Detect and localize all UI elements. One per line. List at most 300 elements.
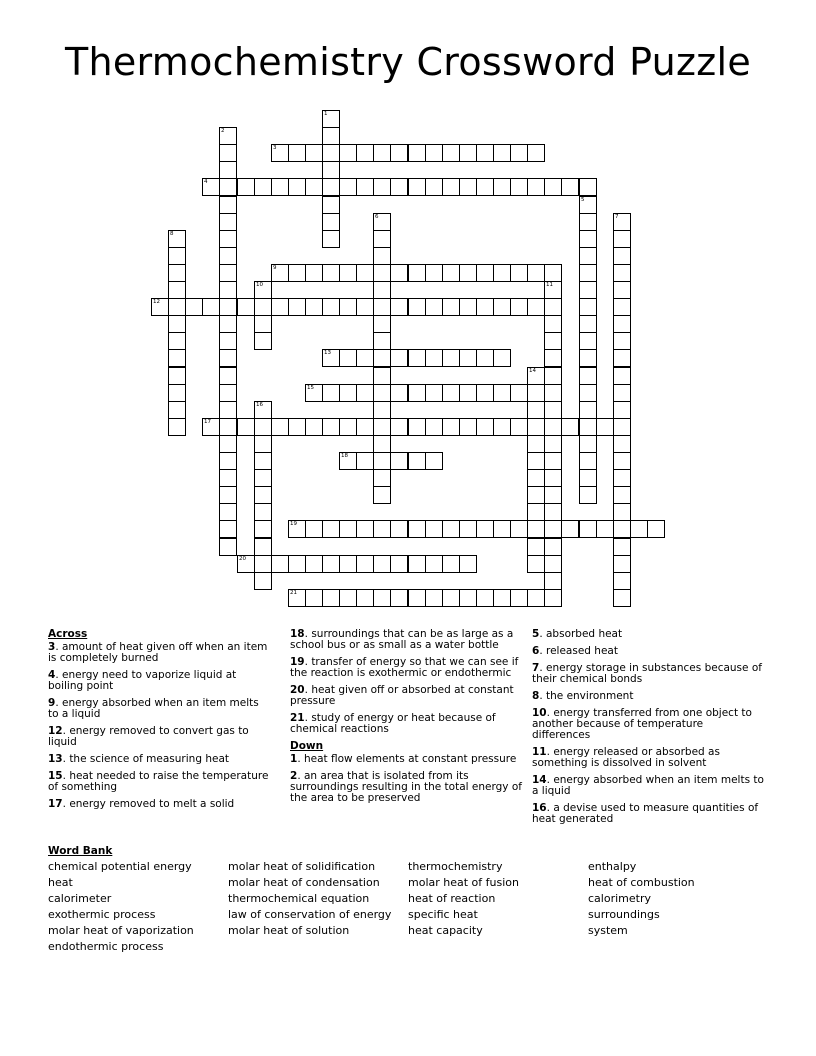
crossword-cell[interactable]	[373, 520, 391, 538]
crossword-cell[interactable]	[322, 298, 340, 316]
crossword-cell[interactable]	[476, 520, 494, 538]
crossword-cell[interactable]	[613, 589, 631, 607]
crossword-cell[interactable]	[579, 520, 597, 538]
crossword-cell[interactable]	[544, 503, 562, 521]
crossword-cell[interactable]	[219, 178, 237, 196]
crossword-cell[interactable]	[305, 520, 323, 538]
crossword-cell[interactable]	[356, 264, 374, 282]
crossword-cell[interactable]	[219, 247, 237, 265]
crossword-cell[interactable]	[322, 589, 340, 607]
crossword-cell[interactable]	[613, 469, 631, 487]
crossword-cell[interactable]	[356, 589, 374, 607]
crossword-cell[interactable]	[390, 418, 408, 436]
crossword-cell[interactable]	[168, 401, 186, 419]
crossword-cell[interactable]	[459, 555, 477, 573]
crossword-cell[interactable]	[579, 401, 597, 419]
crossword-cell[interactable]	[613, 435, 631, 453]
crossword-cell[interactable]	[579, 384, 597, 402]
crossword-cell[interactable]	[544, 538, 562, 556]
crossword-cell[interactable]	[527, 264, 545, 282]
crossword-cell[interactable]	[219, 520, 237, 538]
crossword-cell[interactable]	[356, 144, 374, 162]
crossword-cell[interactable]	[493, 178, 511, 196]
crossword-cell[interactable]	[613, 213, 631, 231]
crossword-cell[interactable]	[339, 144, 357, 162]
crossword-cell[interactable]	[219, 384, 237, 402]
crossword-cell[interactable]	[544, 486, 562, 504]
crossword-cell[interactable]	[442, 384, 460, 402]
crossword-cell[interactable]	[579, 418, 597, 436]
crossword-cell[interactable]	[305, 144, 323, 162]
crossword-cell[interactable]	[271, 418, 289, 436]
crossword-cell[interactable]	[425, 520, 443, 538]
crossword-cell[interactable]	[271, 264, 289, 282]
crossword-cell[interactable]	[373, 144, 391, 162]
crossword-cell[interactable]	[271, 144, 289, 162]
crossword-cell[interactable]	[237, 555, 255, 573]
crossword-cell[interactable]	[408, 384, 426, 402]
crossword-cell[interactable]	[425, 384, 443, 402]
crossword-cell[interactable]	[219, 196, 237, 214]
crossword-cell[interactable]	[219, 418, 237, 436]
crossword-cell[interactable]	[613, 555, 631, 573]
crossword-cell[interactable]	[613, 281, 631, 299]
crossword-cell[interactable]	[219, 264, 237, 282]
crossword-cell[interactable]	[305, 264, 323, 282]
crossword-cell[interactable]	[168, 298, 186, 316]
crossword-cell[interactable]	[219, 538, 237, 556]
crossword-cell[interactable]	[288, 520, 306, 538]
crossword-cell[interactable]	[288, 178, 306, 196]
crossword-cell[interactable]	[579, 349, 597, 367]
crossword-cell[interactable]	[219, 367, 237, 385]
crossword-cell[interactable]	[527, 384, 545, 402]
crossword-cell[interactable]	[459, 178, 477, 196]
crossword-cell[interactable]	[322, 555, 340, 573]
crossword-cell[interactable]	[544, 367, 562, 385]
crossword-cell[interactable]	[459, 384, 477, 402]
crossword-cell[interactable]	[339, 264, 357, 282]
crossword-cell[interactable]	[339, 589, 357, 607]
crossword-cell[interactable]	[408, 264, 426, 282]
crossword-cell[interactable]	[305, 555, 323, 573]
crossword-cell[interactable]	[168, 281, 186, 299]
crossword-cell[interactable]	[510, 520, 528, 538]
crossword-cell[interactable]	[442, 264, 460, 282]
crossword-cell[interactable]	[544, 452, 562, 470]
crossword-cell[interactable]	[476, 298, 494, 316]
crossword-cell[interactable]	[425, 298, 443, 316]
crossword-cell[interactable]	[219, 230, 237, 248]
crossword-cell[interactable]	[356, 520, 374, 538]
crossword-cell[interactable]	[219, 401, 237, 419]
crossword-cell[interactable]	[373, 247, 391, 265]
crossword-cell[interactable]	[408, 298, 426, 316]
crossword-cell[interactable]	[288, 264, 306, 282]
crossword-cell[interactable]	[510, 144, 528, 162]
crossword-cell[interactable]	[322, 213, 340, 231]
crossword-cell[interactable]	[425, 418, 443, 436]
crossword-cell[interactable]	[219, 298, 237, 316]
crossword-cell[interactable]	[613, 503, 631, 521]
crossword-cell[interactable]	[168, 230, 186, 248]
crossword-cell[interactable]	[561, 178, 579, 196]
crossword-cell[interactable]	[527, 298, 545, 316]
crossword-cell[interactable]	[579, 178, 597, 196]
crossword-cell[interactable]	[408, 589, 426, 607]
crossword-cell[interactable]	[373, 486, 391, 504]
crossword-cell[interactable]	[219, 486, 237, 504]
crossword-cell[interactable]	[356, 298, 374, 316]
crossword-cell[interactable]	[237, 418, 255, 436]
crossword-cell[interactable]	[647, 520, 665, 538]
crossword-cell[interactable]	[305, 589, 323, 607]
crossword-cell[interactable]	[254, 281, 272, 299]
crossword-cell[interactable]	[373, 315, 391, 333]
crossword-cell[interactable]	[613, 332, 631, 350]
crossword-cell[interactable]	[579, 332, 597, 350]
crossword-cell[interactable]	[459, 298, 477, 316]
crossword-cell[interactable]	[476, 384, 494, 402]
crossword-cell[interactable]	[527, 589, 545, 607]
crossword-cell[interactable]	[544, 264, 562, 282]
crossword-cell[interactable]	[356, 349, 374, 367]
crossword-cell[interactable]	[544, 384, 562, 402]
crossword-cell[interactable]	[579, 315, 597, 333]
crossword-cell[interactable]	[493, 298, 511, 316]
crossword-cell[interactable]	[254, 452, 272, 470]
crossword-cell[interactable]	[254, 178, 272, 196]
crossword-cell[interactable]	[579, 247, 597, 265]
crossword-cell[interactable]	[459, 418, 477, 436]
crossword-cell[interactable]	[493, 384, 511, 402]
crossword-cell[interactable]	[544, 178, 562, 196]
crossword-cell[interactable]	[408, 418, 426, 436]
crossword-cell[interactable]	[339, 520, 357, 538]
crossword-cell[interactable]	[254, 503, 272, 521]
crossword-cell[interactable]	[237, 298, 255, 316]
crossword-cell[interactable]	[219, 281, 237, 299]
crossword-cell[interactable]	[476, 144, 494, 162]
crossword-cell[interactable]	[527, 452, 545, 470]
crossword-cell[interactable]	[442, 349, 460, 367]
crossword-cell[interactable]	[373, 230, 391, 248]
crossword-cell[interactable]	[390, 555, 408, 573]
crossword-cell[interactable]	[356, 384, 374, 402]
crossword-cell[interactable]	[339, 555, 357, 573]
crossword-cell[interactable]	[544, 401, 562, 419]
crossword-cell[interactable]	[373, 589, 391, 607]
crossword-cell[interactable]	[544, 281, 562, 299]
crossword-cell[interactable]	[613, 401, 631, 419]
crossword-cell[interactable]	[527, 401, 545, 419]
crossword-cell[interactable]	[322, 264, 340, 282]
crossword-cell[interactable]	[322, 178, 340, 196]
crossword-cell[interactable]	[613, 230, 631, 248]
crossword-cell[interactable]	[390, 520, 408, 538]
crossword-cell[interactable]	[390, 589, 408, 607]
crossword-cell[interactable]	[288, 555, 306, 573]
crossword-cell[interactable]	[339, 178, 357, 196]
crossword-cell[interactable]	[510, 298, 528, 316]
crossword-cell[interactable]	[510, 264, 528, 282]
crossword-cell[interactable]	[613, 349, 631, 367]
crossword-cell[interactable]	[544, 555, 562, 573]
crossword-cell[interactable]	[493, 589, 511, 607]
crossword-cell[interactable]	[579, 298, 597, 316]
crossword-cell[interactable]	[613, 264, 631, 282]
crossword-cell[interactable]	[510, 384, 528, 402]
crossword-cell[interactable]	[168, 418, 186, 436]
crossword-cell[interactable]	[373, 469, 391, 487]
crossword-cell[interactable]	[613, 298, 631, 316]
crossword-cell[interactable]	[219, 452, 237, 470]
crossword-cell[interactable]	[254, 572, 272, 590]
crossword-cell[interactable]	[390, 452, 408, 470]
crossword-cell[interactable]	[373, 264, 391, 282]
crossword-cell[interactable]	[579, 452, 597, 470]
crossword-cell[interactable]	[510, 178, 528, 196]
crossword-cell[interactable]	[510, 589, 528, 607]
crossword-cell[interactable]	[151, 298, 169, 316]
crossword-cell[interactable]	[254, 332, 272, 350]
crossword-cell[interactable]	[219, 349, 237, 367]
crossword-cell[interactable]	[356, 178, 374, 196]
crossword-cell[interactable]	[373, 178, 391, 196]
crossword-cell[interactable]	[185, 298, 203, 316]
crossword-cell[interactable]	[425, 589, 443, 607]
crossword-cell[interactable]	[339, 298, 357, 316]
crossword-cell[interactable]	[442, 144, 460, 162]
crossword-cell[interactable]	[544, 572, 562, 590]
crossword-cell[interactable]	[596, 520, 614, 538]
crossword-cell[interactable]	[254, 555, 272, 573]
crossword-cell[interactable]	[527, 503, 545, 521]
crossword-cell[interactable]	[305, 384, 323, 402]
crossword-cell[interactable]	[613, 247, 631, 265]
crossword-cell[interactable]	[373, 555, 391, 573]
crossword-cell[interactable]	[373, 213, 391, 231]
crossword-cell[interactable]	[493, 144, 511, 162]
crossword-cell[interactable]	[288, 418, 306, 436]
crossword-cell[interactable]	[493, 264, 511, 282]
crossword-cell[interactable]	[544, 349, 562, 367]
crossword-cell[interactable]	[168, 349, 186, 367]
crossword-cell[interactable]	[356, 418, 374, 436]
crossword-cell[interactable]	[168, 247, 186, 265]
crossword-cell[interactable]	[476, 264, 494, 282]
crossword-cell[interactable]	[425, 555, 443, 573]
crossword-cell[interactable]	[254, 315, 272, 333]
crossword-cell[interactable]	[322, 144, 340, 162]
crossword-cell[interactable]	[613, 486, 631, 504]
crossword-cell[interactable]	[219, 213, 237, 231]
crossword-cell[interactable]	[493, 418, 511, 436]
crossword-cell[interactable]	[168, 367, 186, 385]
crossword-cell[interactable]	[322, 161, 340, 179]
crossword-cell[interactable]	[356, 555, 374, 573]
crossword-cell[interactable]	[613, 520, 631, 538]
crossword-cell[interactable]	[373, 418, 391, 436]
crossword-cell[interactable]	[271, 298, 289, 316]
crossword-cell[interactable]	[339, 384, 357, 402]
crossword-cell[interactable]	[373, 298, 391, 316]
crossword-cell[interactable]	[322, 127, 340, 145]
crossword-cell[interactable]	[356, 452, 374, 470]
crossword-cell[interactable]	[271, 555, 289, 573]
crossword-cell[interactable]	[390, 298, 408, 316]
crossword-cell[interactable]	[613, 538, 631, 556]
crossword-cell[interactable]	[476, 349, 494, 367]
crossword-cell[interactable]	[168, 332, 186, 350]
crossword-cell[interactable]	[322, 520, 340, 538]
crossword-cell[interactable]	[237, 178, 255, 196]
crossword-cell[interactable]	[425, 264, 443, 282]
crossword-cell[interactable]	[493, 349, 511, 367]
crossword-cell[interactable]	[493, 520, 511, 538]
crossword-cell[interactable]	[579, 367, 597, 385]
crossword-cell[interactable]	[288, 144, 306, 162]
crossword-cell[interactable]	[202, 178, 220, 196]
crossword-cell[interactable]	[390, 144, 408, 162]
crossword-cell[interactable]	[339, 452, 357, 470]
crossword-cell[interactable]	[254, 298, 272, 316]
crossword-cell[interactable]	[425, 452, 443, 470]
crossword-cell[interactable]	[544, 435, 562, 453]
crossword-cell[interactable]	[168, 384, 186, 402]
crossword-cell[interactable]	[425, 178, 443, 196]
crossword-cell[interactable]	[579, 486, 597, 504]
crossword-cell[interactable]	[168, 315, 186, 333]
crossword-cell[interactable]	[219, 144, 237, 162]
crossword-cell[interactable]	[168, 264, 186, 282]
crossword-cell[interactable]	[544, 418, 562, 436]
crossword-cell[interactable]	[305, 178, 323, 196]
crossword-cell[interactable]	[459, 144, 477, 162]
crossword-cell[interactable]	[373, 401, 391, 419]
crossword-cell[interactable]	[219, 161, 237, 179]
crossword-cell[interactable]	[527, 367, 545, 385]
crossword-cell[interactable]	[288, 589, 306, 607]
crossword-cell[interactable]	[390, 384, 408, 402]
crossword-cell[interactable]	[219, 469, 237, 487]
crossword-cell[interactable]	[544, 520, 562, 538]
crossword-cell[interactable]	[527, 486, 545, 504]
crossword-cell[interactable]	[408, 349, 426, 367]
crossword-cell[interactable]	[408, 144, 426, 162]
crossword-cell[interactable]	[613, 452, 631, 470]
crossword-cell[interactable]	[322, 349, 340, 367]
crossword-cell[interactable]	[544, 589, 562, 607]
crossword-cell[interactable]	[305, 298, 323, 316]
crossword-cell[interactable]	[459, 520, 477, 538]
crossword-cell[interactable]	[202, 418, 220, 436]
crossword-cell[interactable]	[408, 452, 426, 470]
crossword-cell[interactable]	[408, 178, 426, 196]
crossword-cell[interactable]	[613, 418, 631, 436]
crossword-cell[interactable]	[442, 298, 460, 316]
crossword-cell[interactable]	[390, 178, 408, 196]
crossword-cell[interactable]	[322, 110, 340, 128]
crossword-cell[interactable]	[322, 418, 340, 436]
crossword-cell[interactable]	[254, 401, 272, 419]
crossword-cell[interactable]	[459, 349, 477, 367]
crossword-cell[interactable]	[561, 520, 579, 538]
crossword-cell[interactable]	[219, 435, 237, 453]
crossword-cell[interactable]	[527, 520, 545, 538]
crossword-cell[interactable]	[527, 555, 545, 573]
crossword-cell[interactable]	[373, 367, 391, 385]
crossword-cell[interactable]	[322, 384, 340, 402]
crossword-cell[interactable]	[254, 418, 272, 436]
crossword-cell[interactable]	[373, 435, 391, 453]
crossword-cell[interactable]	[579, 213, 597, 231]
crossword-cell[interactable]	[219, 332, 237, 350]
crossword-cell[interactable]	[219, 127, 237, 145]
crossword-cell[interactable]	[373, 349, 391, 367]
crossword-cell[interactable]	[425, 144, 443, 162]
crossword-cell[interactable]	[579, 469, 597, 487]
crossword-cell[interactable]	[271, 178, 289, 196]
crossword-cell[interactable]	[219, 315, 237, 333]
crossword-cell[interactable]	[527, 178, 545, 196]
crossword-cell[interactable]	[288, 298, 306, 316]
crossword-cell[interactable]	[442, 555, 460, 573]
crossword-cell[interactable]	[254, 435, 272, 453]
crossword-cell[interactable]	[579, 435, 597, 453]
crossword-cell[interactable]	[459, 264, 477, 282]
crossword-cell[interactable]	[544, 315, 562, 333]
crossword-cell[interactable]	[596, 418, 614, 436]
crossword-cell[interactable]	[527, 538, 545, 556]
crossword-cell[interactable]	[476, 418, 494, 436]
crossword-cell[interactable]	[373, 452, 391, 470]
crossword-cell[interactable]	[219, 503, 237, 521]
crossword-cell[interactable]	[579, 281, 597, 299]
crossword-cell[interactable]	[305, 418, 323, 436]
crossword-cell[interactable]	[442, 178, 460, 196]
crossword-cell[interactable]	[254, 520, 272, 538]
crossword-cell[interactable]	[510, 418, 528, 436]
crossword-cell[interactable]	[390, 264, 408, 282]
crossword-cell[interactable]	[613, 572, 631, 590]
crossword-cell[interactable]	[527, 144, 545, 162]
crossword-cell[interactable]	[339, 349, 357, 367]
crossword-cell[interactable]	[527, 435, 545, 453]
crossword-cell[interactable]	[254, 538, 272, 556]
crossword-cell[interactable]	[373, 332, 391, 350]
crossword-cell[interactable]	[544, 332, 562, 350]
crossword-cell[interactable]	[579, 196, 597, 214]
crossword-cell[interactable]	[579, 230, 597, 248]
crossword-cell[interactable]	[390, 349, 408, 367]
crossword-cell[interactable]	[442, 418, 460, 436]
crossword-cell[interactable]	[527, 469, 545, 487]
crossword-cell[interactable]	[322, 230, 340, 248]
crossword-cell[interactable]	[254, 469, 272, 487]
crossword-cell[interactable]	[254, 486, 272, 504]
crossword-cell[interactable]	[613, 384, 631, 402]
crossword-cell[interactable]	[373, 281, 391, 299]
crossword-cell[interactable]	[544, 298, 562, 316]
crossword-cell[interactable]	[425, 349, 443, 367]
crossword-cell[interactable]	[476, 178, 494, 196]
crossword-cell[interactable]	[630, 520, 648, 538]
crossword-cell[interactable]	[442, 520, 460, 538]
crossword-cell[interactable]	[202, 298, 220, 316]
crossword-cell[interactable]	[339, 418, 357, 436]
crossword-cell[interactable]	[544, 469, 562, 487]
